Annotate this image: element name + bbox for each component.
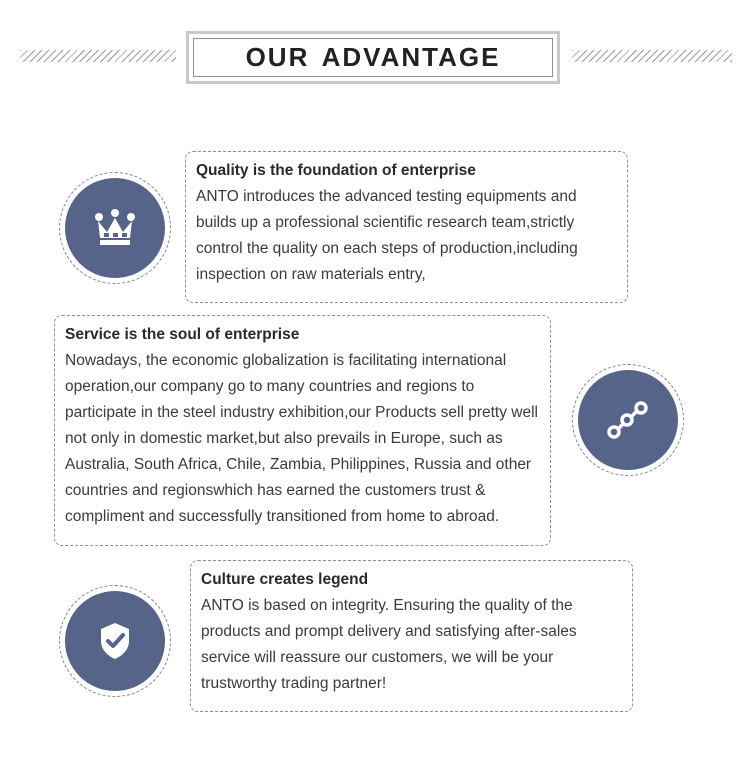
service-icon-circle: [578, 370, 678, 470]
quality-body: ANTO introduces the advanced testing equipments and builds up a professional scientific research team,strictly control the quality on each steps of production,including inspection on raw materials entry,: [196, 188, 578, 283]
culture-body: ANTO is based on integrity. Ensuring the quality of the products and prompt delivery and satisfying after-sales service will reassure our customers, we will be your trustworthy trading partner!: [201, 597, 577, 692]
service-heading: Service is the soul of enterprise: [65, 326, 300, 343]
culture-card: [190, 560, 633, 712]
service-body: Nowadays, the economic globalization is facilitating international operation,our company go to many countries and regions to participate in the steel industry exhibition,our Products sell pretty well not only in domestic market,but also prevails in Europe, such as Australia, South Africa, Chile, Zambia, Philippines, Russia and other countries and regionswhich has earned the customers trust & compliment and successfully transitioned from home to abroad.: [65, 352, 538, 525]
service-icon-ring: [572, 364, 684, 476]
quality-icon-circle: [65, 178, 165, 278]
quality-heading: Quality is the foundation of enterprise: [196, 162, 476, 179]
header-left-hatch: [20, 50, 176, 62]
quality-icon-ring: [59, 172, 171, 284]
network-nodes-icon: [606, 398, 650, 442]
page-title: OUR ADVANTAGE: [193, 38, 553, 77]
service-card: [54, 315, 551, 546]
culture-heading: Culture creates legend: [201, 571, 369, 588]
shield-check-icon: [97, 621, 133, 661]
title-frame: [186, 31, 560, 84]
culture-icon-ring: [59, 585, 171, 697]
quality-card: [185, 151, 628, 303]
culture-icon-circle: [65, 591, 165, 691]
header-right-hatch: [572, 50, 732, 62]
crown-icon: [93, 208, 137, 248]
